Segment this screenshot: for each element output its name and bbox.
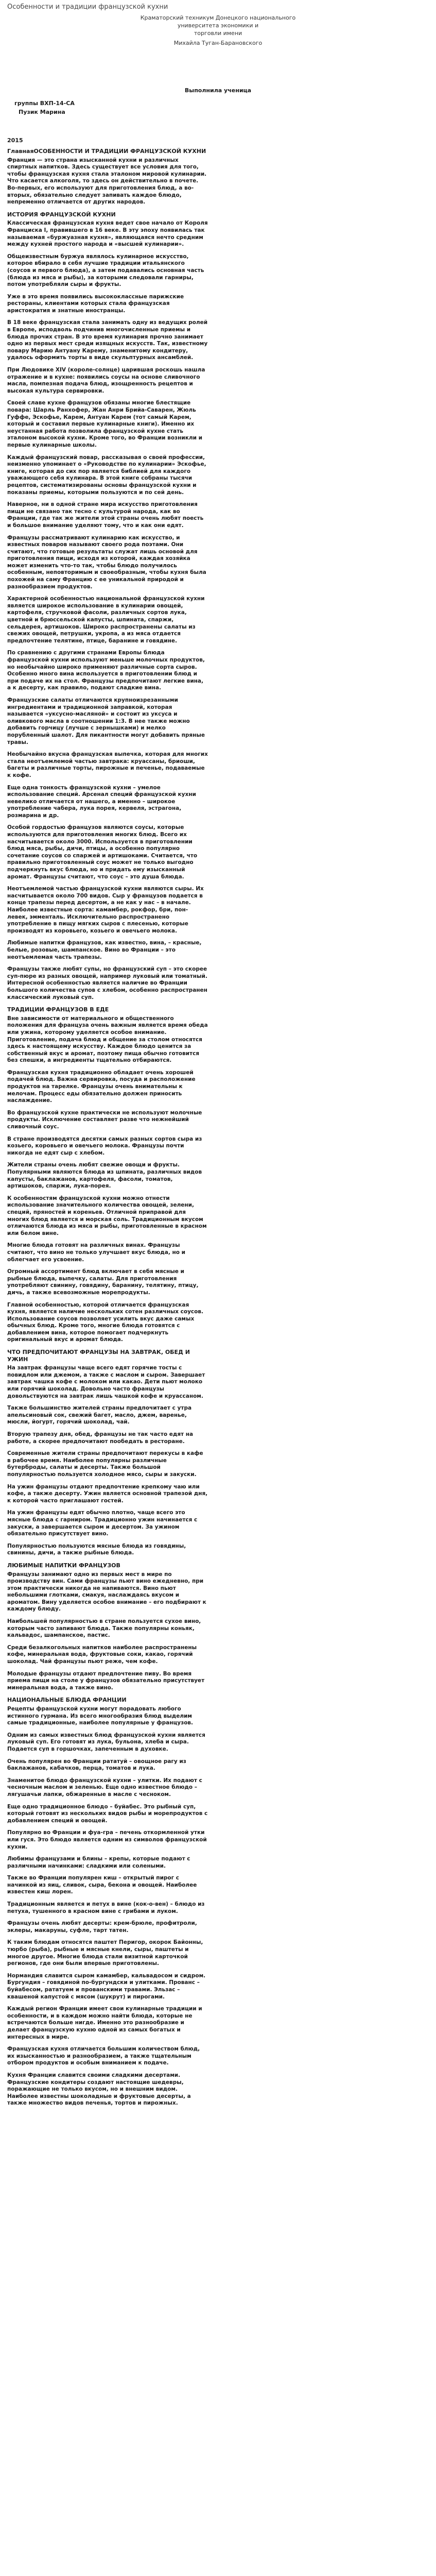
- paragraph: Неотъемлемой частью французской кухни являются сыры. Их насчитывается около 700 видов. Сыр у французов подается в конце трапезы перед десертом, а не как у нас – в начале. Наиболее известные сорта: камамбер, рокфор, бри, пон-левек, эмменталь. Исключительно распространено употребление в пищу мягких сыров с плесенью, которые производят из коровьего, козьего и овечьего молока.: [7, 886, 206, 934]
- student-group: группы ВХП-14-СА: [14, 100, 75, 107]
- paragraph: Каждый регион Франции имеет свои кулинарные традиции и особенности, и в каждом можно найти блюда, которые не встречаются больше нигде. Именно это разнообразие и делает французскую кухню одной из самых богатых и интересных в мире.: [7, 2006, 204, 2040]
- document-year: 2015: [7, 137, 23, 144]
- paragraph: Французы очень любят десерты: крем-брюле, профитроли, эклеры, макаруны, суфле, тарт татен.: [7, 1920, 199, 1934]
- document-section: [7, 1939, 208, 2107]
- section-heading: ИСТОРИЯ ФРАНЦУЗСКОЙ КУХНИ: [7, 211, 116, 218]
- document-section: [7, 148, 208, 206]
- institution-line-2: торговли имени: [194, 30, 242, 37]
- paragraph: Французские салаты отличаются крупноизрезанными ингредиентами и традиционной заправкой, которая называется «уксусно-масляной» и состоит из уксуса и оливкового масла в соотношении 1:3. В нее также можно добавить горчицу (лучше с зернышками) и мелко порубленный шалот. Для пикантности могут добавить пряные травы.: [7, 697, 207, 745]
- section-heading: ГлавнаяОСОБЕННОСТИ И ТРАДИЦИИ ФРАНЦУЗСКОЙ КУХНИ: [7, 148, 206, 155]
- paragraph: Характерной особенностью национальной французской кухни является широкое использование в кулинарии овощей, картофеля, стручковой фасоли, различных сортов лука, цветной и брюссельской капусты, шпината, спаржи, сельдерея, артишоков. Широко распространены салаты из свежих овощей, петрушки, укропа, а из мяса отдается предпочтение телятине, птице, баранине и говядине.: [7, 596, 207, 644]
- paragraph: Одним из самых известных блюд французской кухни является луковый суп. Его готовят из лука, бульона, хлеба и сыра. Подается суп в горшочках, запеченным в духовке.: [7, 1732, 207, 1752]
- section-heading: ТРАДИЦИИ ФРАНЦУЗОВ В ЕДЕ: [7, 1006, 109, 1013]
- document-section: [7, 1562, 208, 1692]
- document-body: [7, 148, 208, 2107]
- paragraph: Французы занимают одно из первых мест в мире по производству вин. Сами французы пьют вино ежедневно, при этом практически никогда не напиваются. Вино пьют небольшими глотками, смакуя, наслаждаясь вкусом и ароматом. Вину уделяется особое внимание – его подбирают к каждому блюду.: [7, 1571, 208, 1613]
- paragraph: Общеизвестным буржуа являлось кулинарное искусство, которое вбирало в себя лучшие традиции итальянского (соусов и первого блюда), а затем подавались основная часть (блюда из мяса и рыбы), за которыми следовали гарниры, потом употребляли сыры и фрукты.: [7, 253, 206, 288]
- section-heading: НАЦИОНАЛЬНЫЕ БЛЮДА ФРАНЦИИ: [7, 1697, 127, 1704]
- paragraph: В стране производятся десятки самых разных сортов сыра из козьего, коровьего и овечьего молока. Французы почти никогда не едят сыр с хлебом.: [7, 1136, 204, 1156]
- performer-label: Выполнила ученица: [184, 87, 252, 94]
- paragraph: Любимы французами и блины – крепы, которые подают с различными начинками: сладкими или солеными.: [7, 1856, 193, 1869]
- paragraph: Наибольшей популярностью в стране пользуется сухое вино, которым часто запивают блюда. Также популярны коньяк, кальвадос, шампанское, пастис.: [7, 1618, 203, 1639]
- paragraph: На ужин французы отдают предпочтение крепкому чаю или кофе, а также десерту. Ужин является основной трапезой дня, к которой часто приглашают гостей.: [7, 1483, 210, 1504]
- paragraph: Франция — это страна изысканной кухни и различных спиртных напитков. Здесь существует все условия для того, чтобы французская кухня стала эталоном мировой кулинарии. Что касается алкоголя, то здесь он действительно в почете. Во-первых, его используют для приготовления блюд, а во-вторых, обязательно следует запивать каждое блюдо, непременно отличается от других народов.: [7, 157, 208, 206]
- document-section: [7, 966, 208, 1001]
- document-section: [7, 785, 208, 961]
- paragraph: В 18 веке французская стала занимать одну из ведущих ролей в Европе, исподволь подчинив многочисленные приемы и блюда прочих стран. В это время кулинария прочно занимает одно из первых мест среди изящных искусств. Так, известному повару Марию Антуану Карему, знаменитому кондитеру, удалось оформить торты в виде скульптурных ансамблей.: [7, 319, 210, 361]
- paragraph: Знаменитое блюдо французской кухни – улитки. Их подают с чесночным маслом и зеленью. Еще одно известное блюдо – лягушачьи лапки, обжаренные в масле с чесноком.: [7, 1777, 204, 1798]
- paragraph: Многие блюда готовят на различных винах. Французы считают, что вино не только улучшает вкус блюда, но и облегчает его усвоение.: [7, 1242, 187, 1263]
- paragraph: Во французской кухне практически не используют молочные продукты. Исключение составляет разве что нежнейший сливочный соус.: [7, 1109, 204, 1130]
- paragraph: Французская кухня отличается большим количеством блюд, их изысканностью и разнообразием, а также тщательным отбором продуктов и особым вниманием к подаче.: [7, 2046, 202, 2066]
- document-section: [7, 1349, 208, 1557]
- paragraph: Современные жители страны предпочитают перекусы в кафе в рабочее время. Наиболее популярны различные бутерброды, салаты и десерты. Также большой популярностью пользуется холодное мясо, сыры и закуски.: [7, 1450, 205, 1478]
- paragraph: К таким блюдам относятся паштет Перигор, окорок Байонны, тюрбо (рыба), рыбные и мясные кнели, сыры, паштеты и многое другое. Многие блюда стали визитной карточкой регионов, где они были впервые приготовлены.: [7, 1939, 205, 1967]
- student-name: Пузик Марина: [19, 109, 65, 115]
- paragraph: Уже в это время появились высококлассные парижские рестораны, клиентами которых стала французская аристократия и знатные иностранцы.: [7, 293, 186, 314]
- paragraph: Молодые французы отдают предпочтение пиву. Во время приема пищи на столе у французов обязательно присутствует минеральная вода, а также вино.: [7, 1670, 206, 1691]
- document-section: [7, 454, 208, 591]
- paragraph: Среди безалкогольных напитков наиболее распространены кофе, минеральная вода, фруктовые соки, какао, горячий шоколад. Чай французы пьют реже, чем кофе.: [7, 1644, 199, 1665]
- paragraph: На ужин французы едят обычно плотно, чаще всего это мясные блюда с гарниром. Традиционно ужин начинается с закуски, а завершается сыром и десертом. За ужином обязательно присутствует вино.: [7, 1510, 199, 1537]
- paragraph: Главной особенностью, которой отличается французская кухня, является наличие нескольких сотен различных соусов. Использование соусов позволяет усилить вкус даже самых обычных блюд. Кроме того, многие блюда готовятся с добавлением вина, которое помогает подчеркнуть оригинальный вкус и аромат блюда.: [7, 1301, 205, 1343]
- paragraph: Наверное, ни в одной стране мира искусство приготовления пищи не связано так тесно с культурой народа, как во Франции, где так же жители этой страны очень любят поесть и большое внимание уделяют тому, что и как они едят.: [7, 501, 205, 529]
- paragraph: Классическая французская кухня ведет свое начало от Короля Франциска I, правившего в 16 веке. В эту эпоху появилась так называемая «буржуазная кухня», являющаяся нечто средним между кухней простого народа и «высшей кулинарии».: [7, 220, 210, 248]
- paragraph: На завтрак французы чаще всего едят горячие тосты с повидлом или джемом, а также с маслом и сыром. Завершает завтрак чашка кофе с молоком или какао. Дети пьют молоко или горячий шоколад. Довольно часто французы довольствуются на завтрак лишь чашкой кофе и круассаном.: [7, 1365, 207, 1399]
- paragraph: Кухня Франции славится своими сладкими десертами. Французские кондитеры создают настоящие шедевры, поражающие не только вкусом, но и внешним видом. Наиболее известны шоколадные и фруктовые десерты, а также множество видов печенья, тортов и пирожных.: [7, 2072, 193, 2107]
- paragraph: Вне зависимости от материального и общественного положения для француза очень важным является время обеда или ужина, которому уделяется особое внимание. Приготовление, подача блюд и общение за столом относятся здесь к настоящему искусству. Каждое блюдо ценится за собственный вкус и аромат, поэтому пища обычно готовится без спешки, а ингредиенты тщательно отбираются.: [7, 1015, 210, 1064]
- paragraph: Жители страны очень любят свежие овощи и фрукты. Популярными являются блюда из шпината, различных видов капусты, баклажанов, картофеля, фасоли, томатов, артишоков, спаржи, лука-порея.: [7, 1162, 204, 1190]
- paragraph: Популярно во Франции и фуа-гра – печень откормленной утки или гуся. Это блюдо является одним из символов французской кухни.: [7, 1829, 209, 1850]
- paragraph: Каждый французский повар, рассказывая о своей профессии, неизменно упоминает о «Руководстве по кулинарии» Эскофье, книге, которая до сих пор является библией для каждого уважающего себя кулинара. В этой книге собраны тысячи рецептов, систематизированы основы французской кухни и показаны приемы, которыми пользуются и по сей день.: [7, 454, 208, 496]
- document-section: [7, 211, 208, 362]
- paragraph: Очень популярен во Франции рататуй – овощное рагу из баклажанов, кабачков, перца, томатов и лука.: [7, 1758, 188, 1772]
- document-section: [7, 367, 208, 449]
- paragraph: По сравнению с другими странами Европы блюда французской кухни используют меньше молочных продуктов, но необычайно широко применяют различные сорта сыров. Особенно много вина используется в приготовлении блюд и при подаче их на стол. Французы предпочитают легкие вина, а к десерту, как правило, подают сладкие вина.: [7, 650, 207, 691]
- author-line: Михайла Туган-Барановского: [173, 40, 263, 46]
- paragraph: Популярностью пользуются мясные блюда из говядины, свинины, дичи, а также рыбные блюда.: [7, 1543, 188, 1556]
- paragraph: Необычайно вкусна французская выпечка, которая для многих стала неотъемлемой частью завтрака: круассаны, бриоши, багеты и различные торты, пирожные и печенье, подаваемые к кофе.: [7, 751, 210, 778]
- section-heading: ЛЮБИМЫЕ НАПИТКИ ФРАНЦУЗОВ: [7, 1562, 120, 1569]
- section-heading: ЧТО ПРЕДПОЧИТАЮТ ФРАНЦУЗЫ НА ЗАВТРАК, ОБЕД И УЖИН: [7, 1349, 190, 1363]
- paragraph: При Людовике XIV (короле-солнце) царившая роскошь нашла отражение и в кухне: появились соусы на основе сливочного масла, помпезная подача блюд, изощренность рецептов и высокая культура сервировки.: [7, 367, 207, 394]
- paragraph: Огромный ассортимент блюд включает в себя мясные и рыбные блюда, выпечку, салаты. Для приготовления употребляют свинину, говядину, баранину, телятину, птицу, дичь, а также всевозможные морепродукты.: [7, 1268, 201, 1296]
- paragraph: Нормандия славится сыром камамбер, кальвадосом и сидром. Бургундия – говядиной по-бургундски и улитками. Прованс – буйабесом, рататуем и прованскими травами. Эльзас – квашеной капустой с мясом (шукрут) и пирогами.: [7, 1972, 207, 2000]
- paragraph: Французская кухня традиционно обладает очень хорошей подачей блюд. Важна сервировка, посуда и расположение продуктов на тарелке. Французы очень внимательны к мелочам. Процесс еды обязательно должен приносить наслаждение.: [7, 1069, 198, 1104]
- paragraph: Особой гордостью французов являются соусы, которые используются для приготовления многих блюд. Всего их насчитывается около 3000. Используется в приготовлении блюд мяса, рыбы, дичи, птицы, а особенно популярно сочетание соусов со спаржей и артишоками. Считается, что правильно приготовленный соус может не только выгодно подчеркнуть вкус блюда, но и придать ему изысканный аромат. Французы считают, что соус – это душа блюда.: [7, 824, 199, 880]
- institution-line-1: Краматорский техникум Донецкого национального университета экономики и: [140, 14, 296, 29]
- paragraph: Вторую трапезу дня, обед, французы не так часто едят на работе, а скорее предпочитают пообедать в ресторане.: [7, 1431, 195, 1445]
- paragraph: Французы также любят супы, но французский суп – это скорее суп-пюре из разных овощей, например луковый или томатный. Интересной особенностью является наличие во Франции большого количества супов с хлебом, особенно распространен классический луковый суп.: [7, 966, 210, 1001]
- paragraph: Еще одна тонкость французской кухни – умелое использование специй. Арсенал специй французской кухни невелико отличается от нашего, а именно – широкое употребление чабера, лука порея, кервеля, эстрагона, розмарина и др.: [7, 784, 198, 819]
- paragraph: Также во Франции популярен киш – открытый пирог с начинкой из яиц, сливок, сыра, бекона и овощей. Наиболее известен киш лорен.: [7, 1875, 199, 1895]
- document-section: [7, 1006, 208, 1344]
- paragraph: Также большинство жителей страны предпочитает с утра апельсиновый сок, свежий багет, масло, джем, варенье, мюсли, йогурт, горячий шоколад, чай.: [7, 1405, 194, 1426]
- document-section: [7, 1697, 208, 1934]
- paragraph: Еще одно традиционное блюдо – буйабес. Это рыбный суп, который готовят из нескольких видов рыбы и морепродуктов с добавлением специй и овощей.: [7, 1803, 210, 1824]
- paragraph: К особенностям французской кухни можно отнести использование значительного количества овощей, зелени, специй, пряностей и кореньев. Отличной приправой для многих блюд является и морская соль. Традиционным вкусом отличаются блюда из мяса и рыбы, приготовленные в красном или белом вине.: [7, 1195, 209, 1236]
- paragraph: Рецепты французской кухни могут порадовать любого истинного гурмана. Из всего многообразия блюд выделим самые традиционные, наиболее популярные у французов.: [7, 1706, 194, 1726]
- paragraph: Любимые напитки французов, как известно, вина, – красные, белые, розовые, шампанское. Вино во Франции – это неотъемлемая часть трапезы.: [7, 940, 204, 960]
- document-section: [7, 596, 208, 779]
- paragraph: Традиционным является и петух в вине (кок-о-вен) – блюдо из петуха, тушенного в красном вине с грибами и луком.: [7, 1901, 207, 1914]
- paragraph: Французы рассматривают кулинарию как искусство, и известных поваров называют своего рода поэтами. Они считают, что готовые результаты служат лишь основой для приготовления пищи, исходя из которой, каждая хозяйка может изменить что-то так, чтобы блюдо получилось особенным, неповторимым и своеобразным, чтобы кухня была похожей на саму Францию с ее уникальной природой и разнообразием продуктов.: [7, 534, 208, 590]
- paragraph: Своей славе кухне французов обязаны многие блестящие повара: Шарль Ранхофер, Жан Анри Брийа-Саварен, Жюль Гуффе, Эскофье, Карем, Антуан Карем (тот самый Карем, который и составил первые кулинарные книги). Именно их неустанная работа позволила французской кухне стать эталоном высокой кухни. Кроме того, во Франции возникли и первые кулинарные школы.: [7, 400, 204, 448]
- document-title: Особенности и традиции французской кухни: [7, 3, 168, 11]
